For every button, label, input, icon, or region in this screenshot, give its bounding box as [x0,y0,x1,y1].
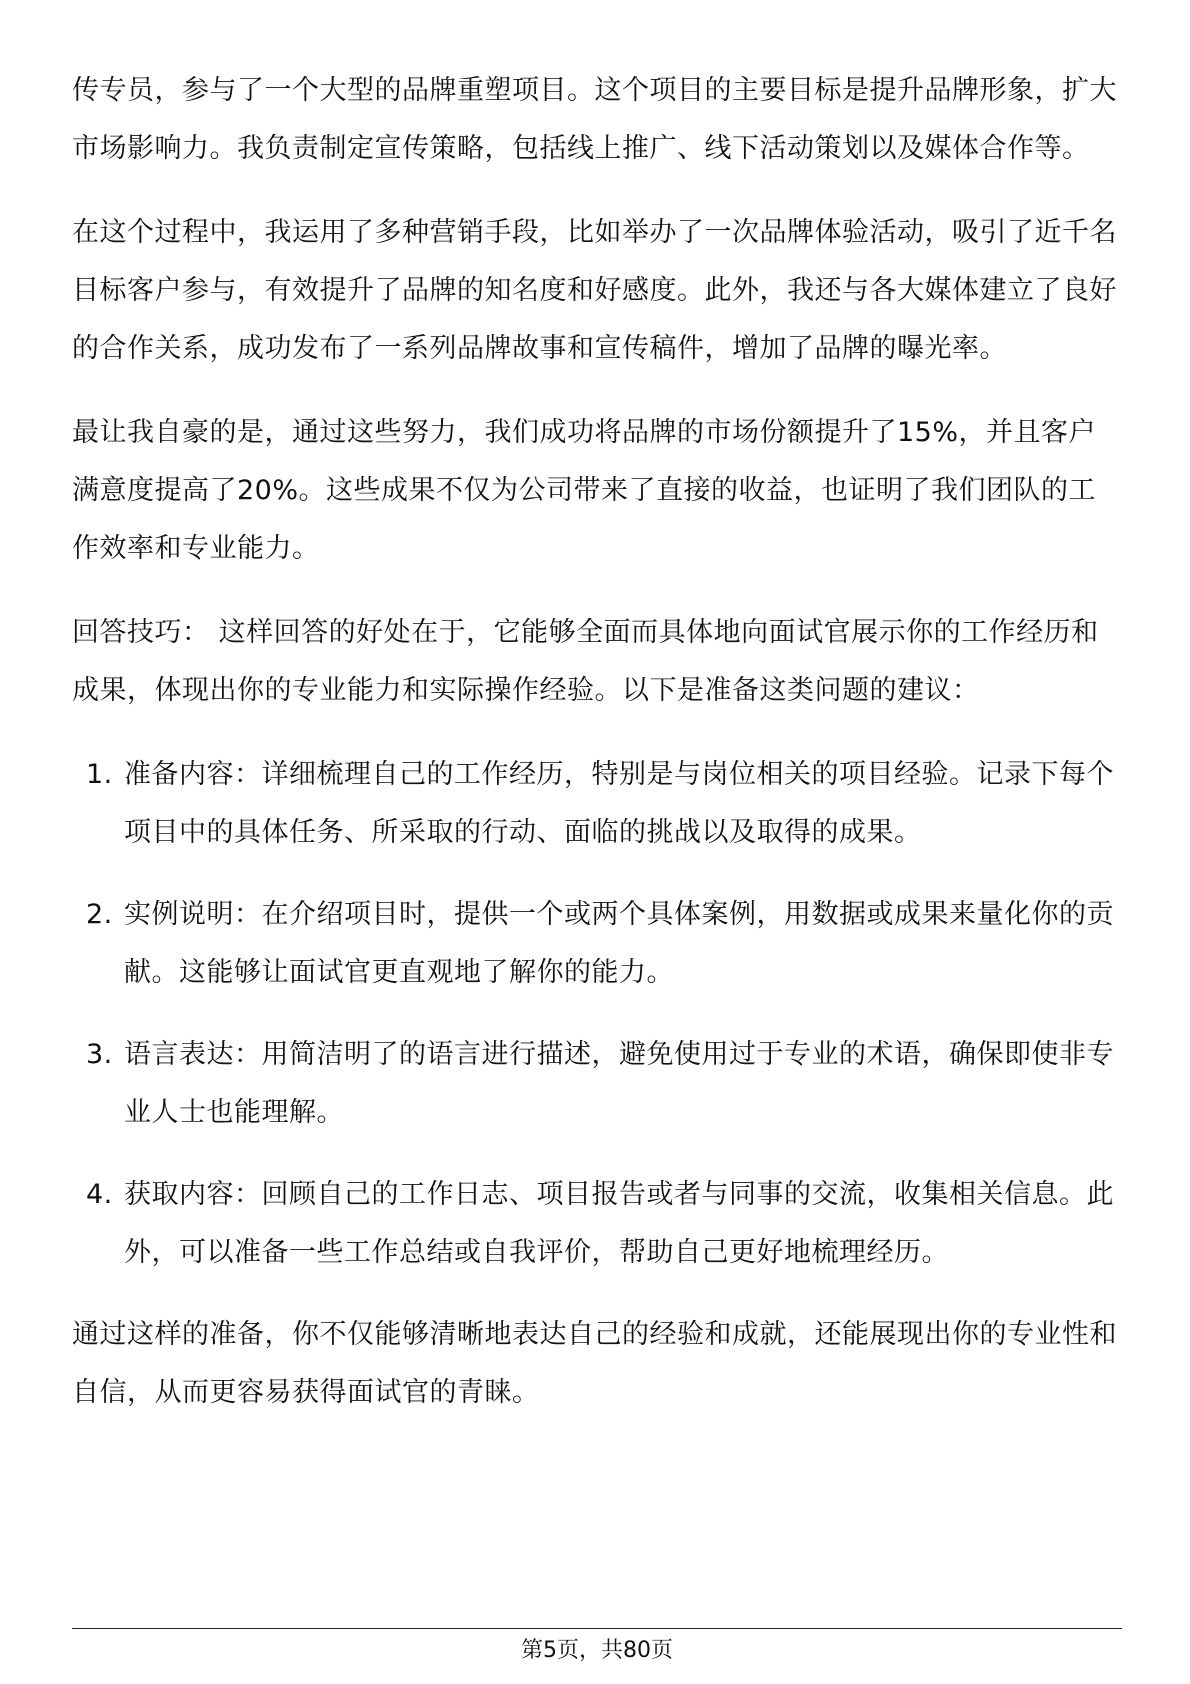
list-item-text: 语言表达：用简洁明了的语言进行描述，避免使用过于专业的术语，确保即使非专业人士也能理解。 [124,1039,1114,1128]
document-body [72,62,1122,1448]
list-item-text: 实例说明：在介绍项目时，提供一个或两个具体案例，用数据或成果来量化你的贡献。这能够让面试官更直观地了解你的能力。 [124,899,1114,988]
list-item [72,886,1122,1002]
list-item-number: 2. [86,899,113,930]
list-item-text: 获取内容：回顾自己的工作日志、项目报告或者与同事的交流，收集相关信息。此外，可以准备一些工作总结或自我评价，帮助自己更好地梳理经历。 [124,1179,1114,1268]
list-item-number: 1. [86,759,113,790]
list-item-number: 3. [86,1039,113,1070]
footer-divider [72,1628,1122,1629]
paragraph-marketing-methods: 在这个过程中，我运用了多种营销手段，比如举办了一次品牌体验活动，吸引了近千名目标客户参与，有效提升了品牌的知名度和好感度。此外，我还与各大媒体建立了良好的合作关系，成功发布了一系列品牌故事和宣传稿件，增加了品牌的曝光率。 [72,217,1117,364]
list-item [72,1166,1122,1282]
paragraph-project-intro: 传专员，参与了一个大型的品牌重塑项目。这个项目的主要目标是提升品牌形象，扩大市场影响力。我负责制定宣传策略，包括线上推广、线下活动策划以及媒体合作等。 [72,75,1117,164]
list-item [72,1026,1122,1142]
paragraph-closing: 通过这样的准备，你不仅能够清晰地表达自己的经验和成就，还能展现出你的专业性和自信，从而更容易获得面试官的青睐。 [72,1319,1117,1408]
list-item-text: 准备内容：详细梳理自己的工作经历，特别是与岗位相关的项目经验。记录下每个项目中的具体任务、所采取的行动、面临的挑战以及取得的成果。 [124,759,1114,848]
list-item-number: 4. [86,1179,113,1210]
tips-list [72,746,1122,1282]
paragraph-achievements: 最让我自豪的是，通过这些努力，我们成功将品牌的市场份额提升了15%，并且客户满意度提高了20%。这些成果不仅为公司带来了直接的收益，也证明了我们团队的工作效率和专业能力。 [72,417,1097,564]
page-number: 第5页，共80页 [521,1638,673,1663]
list-item [72,746,1122,862]
paragraph-answer-tips: 回答技巧： 这样回答的好处在于，它能够全面而具体地向面试官展示你的工作经历和成果，体现出你的专业能力和实际操作经验。以下是准备这类问题的建议： [72,617,1099,706]
